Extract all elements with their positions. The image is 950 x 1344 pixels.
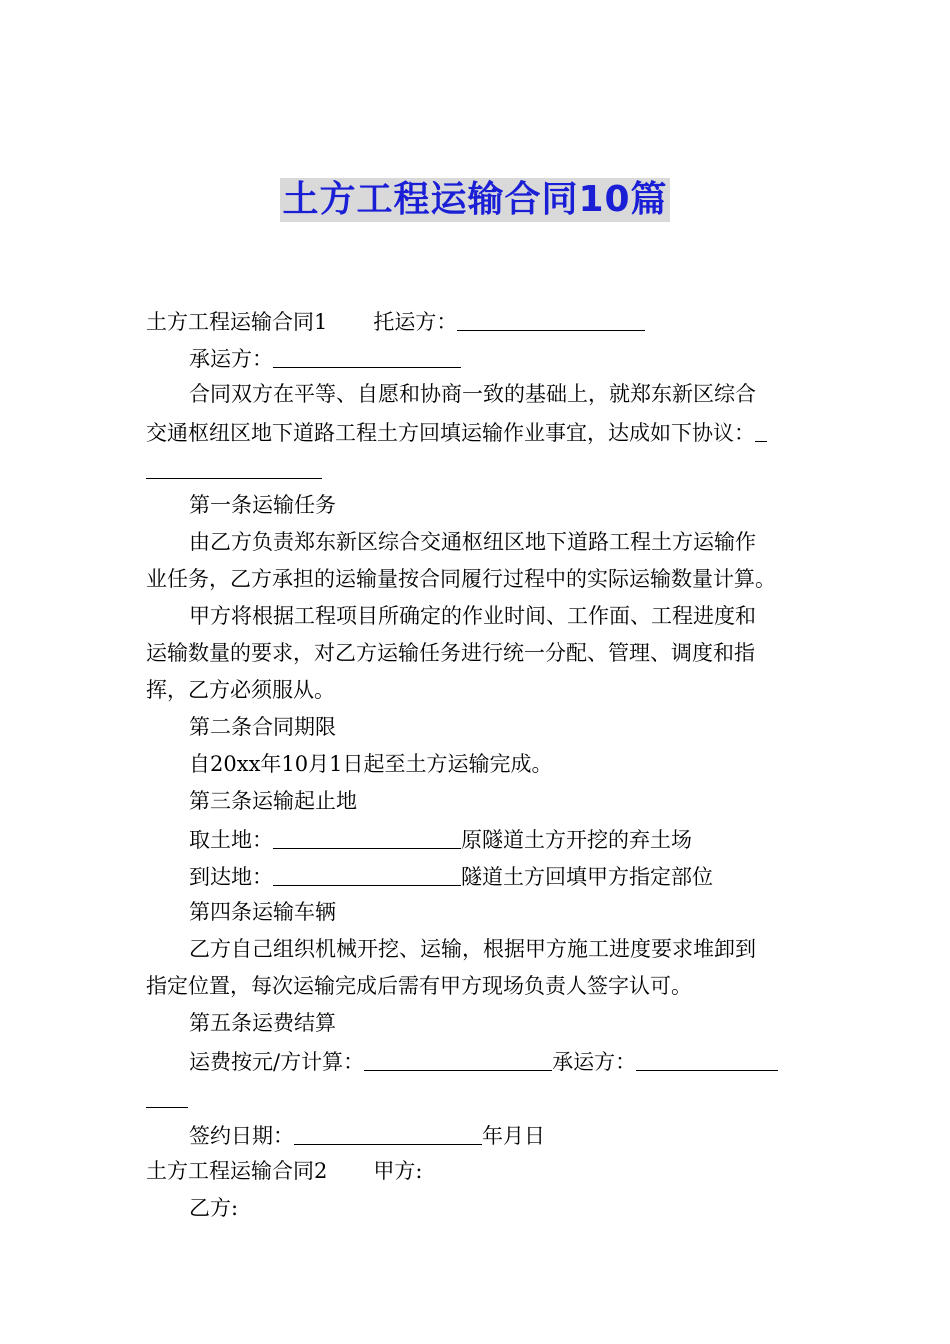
- article1-p1-text1: 由乙方负责郑东新区综合交通枢纽区地下道路工程土方运输作: [189, 530, 756, 554]
- article1-p1-text2: 业任务，乙方承担的运输量按合同履行过程中的实际运输数量计算。: [146, 567, 776, 591]
- destination-blank: [273, 857, 461, 886]
- article4-line2: [146, 968, 808, 1005]
- article1-title: [146, 487, 808, 524]
- sign-date-line: [146, 1116, 808, 1153]
- article2-title: [146, 709, 808, 746]
- contract2-heading-line: [146, 1153, 808, 1190]
- article2-text: 自20xx年10月1日起至土方运输完成。: [189, 752, 553, 776]
- pickup-blank: [273, 820, 461, 849]
- article4-title: [146, 894, 808, 931]
- article1-p2-line1: [146, 598, 808, 635]
- article2-line: [146, 746, 808, 783]
- document-title: 土方工程运输合同10篇: [282, 179, 668, 220]
- carrier-label: 承运方：: [189, 347, 273, 371]
- intro-text-2: 交通枢纽区地下道路工程土方回填运输作业事宜，达成如下协议：: [146, 421, 755, 445]
- sign-date-suffix: 年月日: [482, 1124, 545, 1148]
- article1-p2-line3: [146, 672, 808, 709]
- carrier-line: [146, 339, 808, 376]
- party-a-label: 甲方:: [373, 1159, 423, 1183]
- article4-text1: 乙方自己组织机械开挖、运输，根据甲方施工进度要求堆卸到: [189, 937, 756, 961]
- pickup-label: 取土地：: [189, 828, 273, 852]
- destination-line: [146, 857, 808, 894]
- contract2-heading: 土方工程运输合同2: [146, 1159, 328, 1183]
- article5-title-text: 第五条运费结算: [189, 1011, 336, 1035]
- title-block: [0, 178, 950, 222]
- shipper-blank: [457, 302, 645, 331]
- fee-line: [146, 1042, 808, 1079]
- document-body: [146, 302, 808, 1227]
- fee-line-cont: [146, 1079, 808, 1116]
- article1-title-text: 第一条运输任务: [189, 493, 336, 517]
- article4-text2: 指定位置，每次运输完成后需有甲方现场负责人签字认可。: [146, 974, 692, 998]
- sign-date-label: 签约日期：: [189, 1124, 294, 1148]
- fee-blank: [364, 1042, 552, 1071]
- intro-blank-start: [755, 413, 767, 442]
- contract1-heading: 土方工程运输合同1: [146, 310, 328, 334]
- article1-p2-text2: 运输数量的要求，对乙方运输任务进行统一分配、管理、调度和指: [146, 641, 755, 665]
- article1-p1-line2: [146, 561, 808, 598]
- article3-title: [146, 783, 808, 820]
- article1-p1-line1: [146, 524, 808, 561]
- carrier-blank: [273, 339, 461, 368]
- article2-title-text: 第二条合同期限: [189, 715, 336, 739]
- destination-value: 隧道土方回填甲方指定部位: [461, 865, 713, 889]
- destination-label: 到达地：: [189, 865, 273, 889]
- article1-p2-text1: 甲方将根据工程项目所确定的作业时间、工作面、工程进度和: [189, 604, 756, 628]
- party-b-line: [146, 1190, 808, 1227]
- intro-line-2: [146, 413, 808, 450]
- article5-title: [146, 1005, 808, 1042]
- pickup-value: 原隧道土方开挖的弃土场: [461, 828, 692, 852]
- contract1-heading-line: [146, 302, 808, 339]
- pickup-line: [146, 820, 808, 857]
- carrier2-blank-cont: [146, 1079, 188, 1108]
- article3-title-text: 第三条运输起止地: [189, 789, 357, 813]
- shipper-label: 托运方：: [373, 310, 458, 334]
- intro-blank-cont: [146, 450, 322, 479]
- party-b-label: 乙方:: [189, 1196, 239, 1220]
- intro-text-1: 合同双方在平等、自愿和协商一致的基础上，就郑东新区综合: [189, 382, 756, 406]
- carrier2-blank: [636, 1042, 778, 1071]
- fee-label: 运费按元/方计算：: [189, 1050, 365, 1074]
- carrier2-label: 承运方：: [552, 1050, 637, 1074]
- article1-p2-line2: [146, 635, 808, 672]
- intro-line-1: [146, 376, 808, 413]
- intro-line-3: [146, 450, 808, 487]
- sign-date-blank: [294, 1116, 482, 1145]
- article4-line1: [146, 931, 808, 968]
- article1-p2-text3: 挥，乙方必须服从。: [146, 678, 335, 702]
- article4-title-text: 第四条运输车辆: [189, 900, 336, 924]
